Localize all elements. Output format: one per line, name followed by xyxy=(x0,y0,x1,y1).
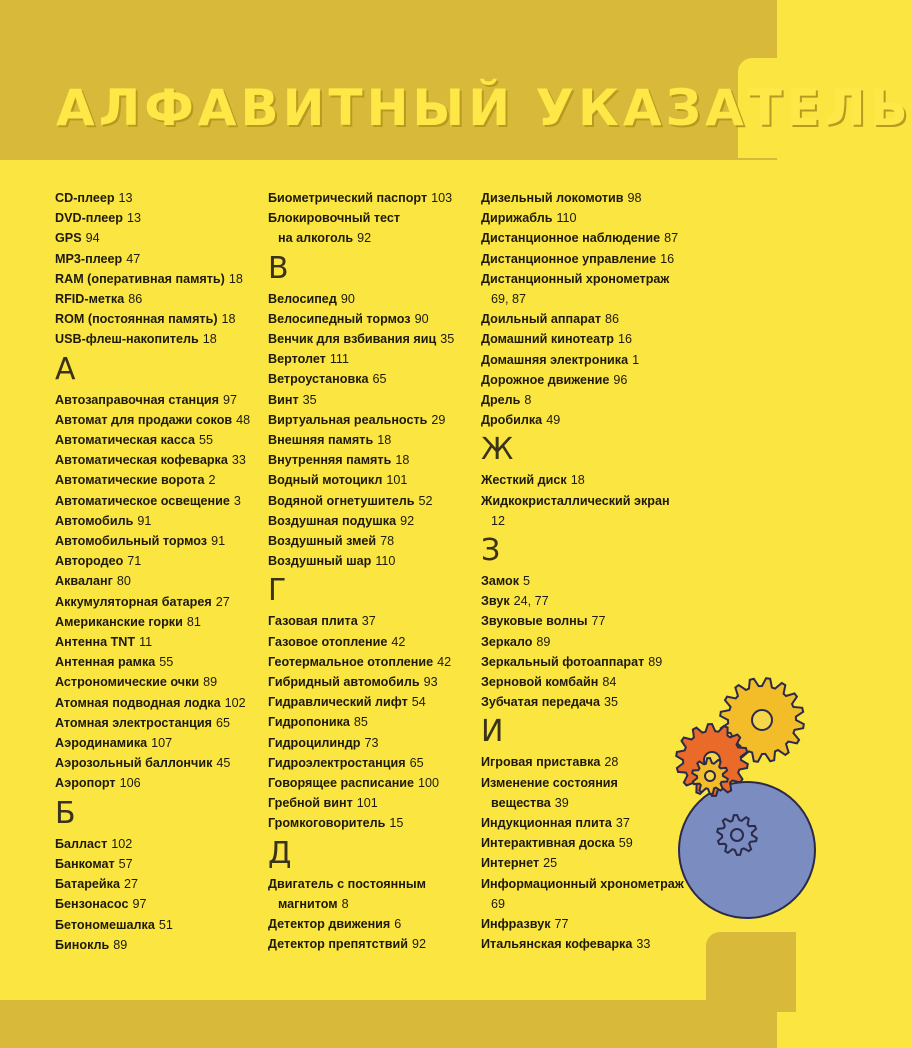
page-numbers: 93 xyxy=(423,675,438,690)
index-entry xyxy=(268,369,483,389)
page-numbers: 89 xyxy=(648,654,663,669)
page-numbers: 28 xyxy=(604,755,619,770)
gear-hub xyxy=(705,771,715,781)
index-entry xyxy=(55,269,270,289)
page-numbers: 5 xyxy=(523,574,531,589)
index-entry xyxy=(55,935,270,955)
page-numbers: 101 xyxy=(386,473,408,488)
index-continuation xyxy=(268,228,483,248)
page-numbers: 97 xyxy=(222,392,237,407)
index-entry xyxy=(55,309,270,329)
page-numbers: 80 xyxy=(116,574,131,589)
page-numbers: 57 xyxy=(118,856,133,871)
index-entry xyxy=(481,228,711,248)
index-term: Батарейка xyxy=(55,877,120,892)
index-term: ROM (постоянная память) xyxy=(55,312,218,327)
index-entry xyxy=(55,430,270,450)
index-entry xyxy=(268,188,483,208)
index-term: RAM (оперативная память) xyxy=(55,271,225,286)
page-numbers: 65 xyxy=(372,372,387,387)
index-term: Зеркальный фотоаппарат xyxy=(481,654,645,669)
page-numbers: 33 xyxy=(636,937,651,952)
index-term: Дистанционное управление xyxy=(481,251,657,266)
index-entry xyxy=(268,712,483,732)
index-entry xyxy=(55,632,270,652)
page-numbers: 55 xyxy=(199,433,214,448)
index-entry xyxy=(481,269,711,309)
page-numbers: 18 xyxy=(221,312,236,327)
index-term: Гребной винт xyxy=(268,796,353,811)
index-term: Бензонасос xyxy=(55,897,129,912)
page-numbers: 6 xyxy=(394,917,402,932)
index-term: Детектор препятствий xyxy=(268,937,408,952)
index-term: Говорящее расписание xyxy=(268,776,415,791)
page-numbers: 27 xyxy=(215,594,230,609)
index-term: Двигатель с постоянным xyxy=(268,876,426,891)
index-entry xyxy=(55,390,270,410)
page-numbers: 16 xyxy=(617,332,632,347)
index-entry xyxy=(268,632,483,652)
section-letter: И xyxy=(481,714,504,750)
index-term: Ветроустановка xyxy=(268,372,369,387)
index-term: Биометрический паспорт xyxy=(268,191,428,205)
index-entry xyxy=(55,551,270,571)
page-numbers: 13 xyxy=(126,211,141,226)
page-numbers: 94 xyxy=(85,231,100,246)
index-entry xyxy=(268,511,483,531)
page-numbers: 89 xyxy=(113,937,128,952)
footer-band xyxy=(0,1000,777,1048)
page-numbers: 18 xyxy=(228,271,243,286)
index-term: Автоматические ворота xyxy=(55,473,205,488)
index-entry xyxy=(268,531,483,551)
index-term: Газовое отопление xyxy=(268,634,388,649)
index-term: MP3-плеер xyxy=(55,251,123,266)
index-term: Гидроцилиндр xyxy=(268,735,361,750)
index-entry xyxy=(481,329,711,349)
page-numbers: 51 xyxy=(158,917,173,932)
page-numbers: 18 xyxy=(395,453,410,468)
index-term: Американские горки xyxy=(55,614,183,629)
page-numbers: 35 xyxy=(604,695,619,710)
index-term: Антенна TNT xyxy=(55,635,136,650)
index-entry xyxy=(55,450,270,470)
page-numbers: 13 xyxy=(118,191,133,205)
index-term: Астрономические очки xyxy=(55,675,200,690)
index-term: Гидропоника xyxy=(268,715,350,730)
page-numbers: 59 xyxy=(618,836,633,851)
index-term: Велосипедный тормоз xyxy=(268,311,411,326)
index-column-1 xyxy=(55,188,270,955)
index-term: Газовая плита xyxy=(268,614,358,629)
index-term: Изменение состояния xyxy=(481,775,618,790)
page-numbers: 77 xyxy=(554,917,569,932)
index-entry xyxy=(481,249,711,269)
index-term: Звук xyxy=(481,594,510,609)
index-term: Дизельный локомотив xyxy=(481,191,624,205)
index-term: Воздушный шар xyxy=(268,554,372,569)
index-entry xyxy=(268,773,483,793)
index-term: Информационный хронометраж xyxy=(481,876,684,891)
index-entry xyxy=(268,430,483,450)
index-entry xyxy=(481,491,711,531)
page-numbers: 18 xyxy=(377,433,392,448)
page-numbers: 2 xyxy=(208,473,216,488)
footer-tab xyxy=(706,932,796,1012)
index-entry xyxy=(55,773,270,793)
index-entry xyxy=(55,511,270,531)
index-term: Внутренняя память xyxy=(268,453,392,468)
page-numbers: 8 xyxy=(524,393,532,408)
index-term: Виртуальная реальность xyxy=(268,412,428,427)
index-term: Гидроэлектростанция xyxy=(268,755,406,770)
gears-illustration xyxy=(662,680,777,920)
index-entry xyxy=(55,854,270,874)
index-term: Автоматическая кофеварка xyxy=(55,453,228,468)
gear-hub xyxy=(752,710,772,730)
page-numbers: 89 xyxy=(203,675,218,690)
index-entry xyxy=(55,249,270,269)
index-term: Интернет xyxy=(481,856,540,871)
index-term: Автомобильный тормоз xyxy=(55,534,208,549)
page-numbers: 77 xyxy=(591,614,606,629)
page-numbers: 97 xyxy=(132,897,147,912)
index-entry xyxy=(268,793,483,813)
page-numbers: 49 xyxy=(546,413,561,428)
index-term: RFID-метка xyxy=(55,292,125,307)
index-entry xyxy=(481,410,711,430)
index-term: Автомат для продажи соков xyxy=(55,412,233,427)
index-entry xyxy=(55,894,270,914)
index-term: Антенная рамка xyxy=(55,655,156,670)
index-entry xyxy=(55,915,270,935)
page-numbers: 11 xyxy=(139,635,153,650)
index-term: Водяной огнетушитель xyxy=(268,493,415,508)
index-entry xyxy=(481,632,711,652)
index-term: Игровая приставка xyxy=(481,755,601,770)
index-term: Автозаправочная станция xyxy=(55,392,219,407)
page-numbers: 86 xyxy=(128,292,143,307)
index-term: Внешняя память xyxy=(268,433,374,448)
index-term: Доильный аппарат xyxy=(481,312,601,327)
index-term: Жидкокристаллический экран xyxy=(481,493,670,508)
index-term: Замок xyxy=(481,574,520,589)
index-term: Жесткий диск xyxy=(481,473,567,488)
page-numbers: 89 xyxy=(536,634,551,649)
index-term: Интерактивная доска xyxy=(481,836,615,851)
page-numbers: 92 xyxy=(357,231,372,246)
page-numbers: 81 xyxy=(186,614,201,629)
index-term: Дробилка xyxy=(481,413,543,428)
page-numbers: 25 xyxy=(543,856,558,871)
index-term: Звуковые волны xyxy=(481,614,588,629)
index-term: Аккумуляторная батарея xyxy=(55,594,212,609)
index-term: Воздушный змей xyxy=(268,534,377,549)
index-entry xyxy=(268,652,483,672)
section-letter: Ж xyxy=(481,432,514,468)
index-entry xyxy=(268,733,483,753)
index-entry xyxy=(268,309,483,329)
page-numbers: 39 xyxy=(554,795,569,810)
index-term: Громкоговоритель xyxy=(268,816,386,831)
page-numbers: 69, 87 xyxy=(491,292,527,307)
page-numbers: 42 xyxy=(437,654,452,669)
index-entry xyxy=(55,491,270,511)
page-numbers: 65 xyxy=(216,715,231,730)
index-entry xyxy=(268,470,483,490)
section-letter: Г xyxy=(268,573,287,609)
page-numbers: 73 xyxy=(364,735,379,750)
index-term: Итальянская кофеварка xyxy=(481,937,633,952)
index-entry xyxy=(481,188,711,208)
index-term: Зеркало xyxy=(481,634,533,649)
index-term: Домашняя электроника xyxy=(481,352,629,367)
page-numbers: 35 xyxy=(302,392,317,407)
index-term: Детектор движения xyxy=(268,917,391,932)
index-entry xyxy=(481,390,711,410)
index-term: Автоматическое освещение xyxy=(55,493,230,508)
page-numbers: 85 xyxy=(353,715,368,730)
index-term: Винт xyxy=(268,392,299,407)
index-term: Аэродинамика xyxy=(55,736,148,751)
index-term: Венчик для взбивания яиц xyxy=(268,332,437,347)
page-numbers: 71 xyxy=(127,554,142,569)
index-entry xyxy=(268,813,483,833)
index-term: Воздушная подушка xyxy=(268,513,397,528)
index-entry xyxy=(481,591,711,611)
index-entry xyxy=(55,531,270,551)
page-title: АЛФАВИТНЫЙ УКАЗАТЕЛЬ xyxy=(56,79,912,137)
index-term: Домашний кинотеатр xyxy=(481,332,614,347)
index-term: Гибридный автомобиль xyxy=(268,675,420,690)
index-entry xyxy=(55,874,270,894)
index-term: Балласт xyxy=(55,836,108,851)
index-entry xyxy=(481,350,711,370)
index-entry xyxy=(55,652,270,672)
page-numbers: 92 xyxy=(400,513,415,528)
index-term: Дирижабль xyxy=(481,211,553,226)
index-entry xyxy=(481,652,711,672)
index-entry xyxy=(55,208,270,228)
index-term: Геотермальное отопление xyxy=(268,654,434,669)
index-entry xyxy=(55,410,270,430)
index-term: Акваланг xyxy=(55,574,113,589)
index-entry xyxy=(55,592,270,612)
index-entry xyxy=(55,834,270,854)
index-term: Водный мотоцикл xyxy=(268,473,383,488)
index-continuation xyxy=(268,894,483,914)
index-term-continuation: магнитом xyxy=(278,896,338,911)
index-term-continuation: вещества xyxy=(491,795,551,810)
index-entry xyxy=(55,228,270,248)
page-numbers: 45 xyxy=(216,756,231,771)
section-letter: З xyxy=(481,533,501,569)
index-entry xyxy=(268,874,483,914)
index-column-2 xyxy=(268,188,483,955)
index-term: DVD-плеер xyxy=(55,211,123,226)
index-entry xyxy=(268,410,483,430)
page-numbers: 1 xyxy=(632,352,640,367)
index-term: GPS xyxy=(55,231,82,246)
section-letter: А xyxy=(55,351,76,387)
page-numbers: 101 xyxy=(356,796,378,811)
index-entry xyxy=(481,571,711,591)
page-numbers: 35 xyxy=(440,332,455,347)
index-entry xyxy=(481,611,711,631)
index-term: Гидравлический лифт xyxy=(268,695,408,710)
page-numbers: 24, 77 xyxy=(513,594,549,609)
index-term: Блокировочный тест xyxy=(268,211,401,226)
index-entry xyxy=(55,329,270,349)
section-letter: В xyxy=(268,250,289,286)
page-numbers: 55 xyxy=(159,655,174,670)
index-entry xyxy=(55,612,270,632)
page-numbers: 102 xyxy=(111,836,133,851)
page-numbers: 3 xyxy=(233,493,241,508)
page-numbers: 52 xyxy=(418,493,433,508)
page-numbers: 37 xyxy=(361,614,376,629)
index-entry xyxy=(268,329,483,349)
page-numbers: 37 xyxy=(615,816,630,831)
page-numbers: 91 xyxy=(137,513,152,528)
page-numbers: 15 xyxy=(389,816,404,831)
page-numbers: 98 xyxy=(627,191,642,205)
index-term: Банкомат xyxy=(55,856,115,871)
index-entry xyxy=(268,753,483,773)
index-entry xyxy=(268,934,483,954)
index-entry xyxy=(481,309,711,329)
page-numbers: 91 xyxy=(211,534,226,549)
page-numbers: 33 xyxy=(231,453,246,468)
page-numbers: 106 xyxy=(119,776,141,791)
index-term: Дорожное движение xyxy=(481,372,610,387)
page-numbers: 103 xyxy=(431,191,453,205)
page-numbers: 102 xyxy=(224,695,246,710)
page-numbers: 27 xyxy=(123,877,138,892)
section-letter: Б xyxy=(55,795,76,831)
index-term: Атомная подводная лодка xyxy=(55,695,221,710)
index-entry xyxy=(268,208,483,248)
index-term: Атомная электростанция xyxy=(55,715,213,730)
index-entry xyxy=(55,188,270,208)
index-term: Зерновой комбайн xyxy=(481,675,599,690)
index-term: Аэрозольный баллончик xyxy=(55,756,213,771)
index-entry xyxy=(268,390,483,410)
index-term: CD-плеер xyxy=(55,191,115,205)
index-entry xyxy=(481,470,711,490)
index-entry xyxy=(268,914,483,934)
index-term: Дистанционный хронометраж xyxy=(481,271,670,286)
page-numbers: 48 xyxy=(236,412,251,427)
index-entry xyxy=(268,289,483,309)
index-term: Велосипед xyxy=(268,291,337,306)
index-entry xyxy=(481,208,711,228)
index-term-continuation: на алкоголь xyxy=(278,231,354,246)
section-letter: Д xyxy=(268,835,292,871)
index-entry xyxy=(481,370,711,390)
index-entry xyxy=(55,289,270,309)
page-numbers: 18 xyxy=(570,473,585,488)
page-numbers: 87 xyxy=(664,231,679,246)
index-term: Вертолет xyxy=(268,352,326,367)
page-numbers: 107 xyxy=(151,736,173,751)
index-term: Зубчатая передача xyxy=(481,695,601,710)
page-numbers: 92 xyxy=(411,937,426,952)
page-numbers: 29 xyxy=(431,412,446,427)
page-numbers: 42 xyxy=(391,634,406,649)
page-numbers: 111 xyxy=(329,352,350,367)
page-numbers: 18 xyxy=(202,332,217,347)
index-entry xyxy=(268,450,483,470)
index-entry xyxy=(55,571,270,591)
page-numbers: 84 xyxy=(602,675,617,690)
page-numbers: 86 xyxy=(605,312,620,327)
page-numbers: 12 xyxy=(491,513,506,528)
index-term: Инфразвук xyxy=(481,917,551,932)
page-numbers: 69 xyxy=(491,896,506,911)
page-numbers: 96 xyxy=(613,372,628,387)
index-term: Автомобиль xyxy=(55,513,134,528)
index-term: USB-флеш-накопитель xyxy=(55,332,199,347)
index-term: Дрель xyxy=(481,393,521,408)
index-entry xyxy=(268,551,483,571)
page-numbers: 54 xyxy=(411,695,426,710)
page-numbers: 110 xyxy=(556,211,577,226)
index-entry xyxy=(268,672,483,692)
index-term: Бинокль xyxy=(55,937,110,952)
page-numbers: 65 xyxy=(409,755,424,770)
index-term: Автоматическая касса xyxy=(55,433,196,448)
index-term: Дистанционное наблюдение xyxy=(481,231,661,246)
page-numbers: 47 xyxy=(126,251,141,266)
index-entry xyxy=(268,349,483,369)
index-entry xyxy=(55,733,270,753)
page-numbers: 78 xyxy=(380,534,395,549)
index-entry xyxy=(55,470,270,490)
index-term: Аэропорт xyxy=(55,776,116,791)
index-term: Индукционная плита xyxy=(481,816,612,831)
page-numbers: 110 xyxy=(375,554,396,569)
page-numbers: 16 xyxy=(660,251,675,266)
page-numbers: 90 xyxy=(414,311,429,326)
index-entry xyxy=(55,753,270,773)
page-numbers: 90 xyxy=(340,291,355,306)
index-term: Бетономешалка xyxy=(55,917,155,932)
index-term: Автородео xyxy=(55,554,124,569)
index-entry xyxy=(268,611,483,631)
index-entry xyxy=(55,713,270,733)
index-entry xyxy=(481,934,711,954)
page-numbers: 8 xyxy=(341,896,349,911)
index-entry xyxy=(55,693,270,713)
index-entry xyxy=(268,692,483,712)
index-entry xyxy=(268,491,483,511)
index-entry xyxy=(55,672,270,692)
page-numbers: 100 xyxy=(418,776,440,791)
